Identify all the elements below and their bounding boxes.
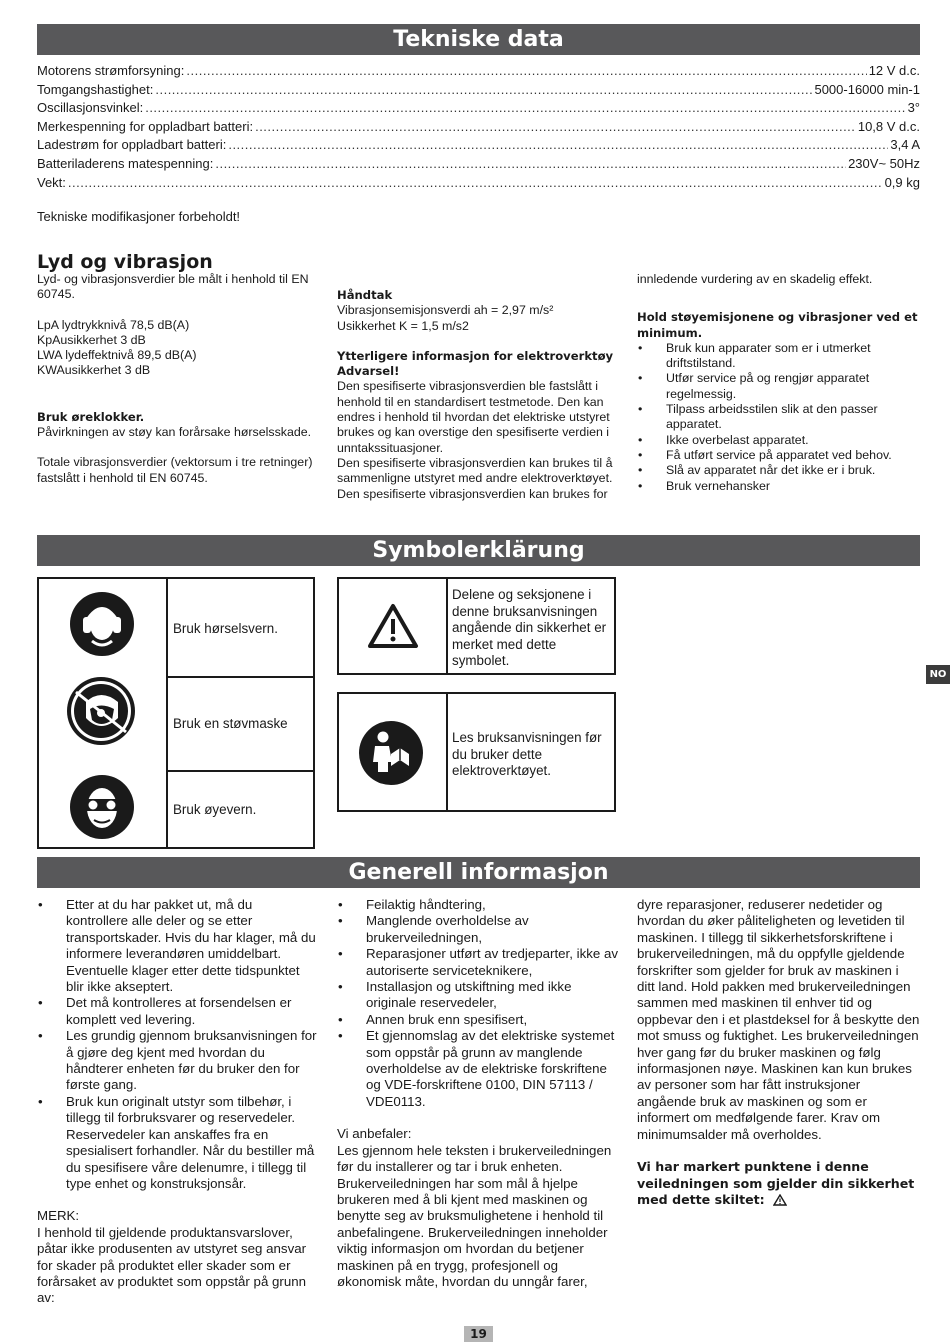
total-vibration: Totale vibrasjonsverdier (vektorsum i tre retninger) fastslått i henhold til EN 60745.: [37, 455, 313, 485]
warning-triangle-icon: [367, 603, 419, 649]
language-badge: NO: [926, 665, 950, 684]
handle-line: Usikkerhet K = 1,5 m/s2: [337, 318, 469, 333]
bullet-item: • Bruk kun originalt utstyr som tilbehør, i tillegg til forbruksvarer og reservedeler. Reservedeler kan anskaffes fra en spesialisert forhandler. Når du bestiller må du spesifisere våre delenumre, i tillegg til type enhet og konstruksjonsår.: [37, 1094, 317, 1192]
symbol-label: Bruk hørselsvern.: [173, 621, 278, 636]
section-header-symbols: [37, 535, 920, 566]
sound-col-3: [637, 272, 920, 494]
symbol-label: Delene og seksjonene i denne bruksanvisningen angående din sikkerhet er merket med dette symbolet.: [452, 587, 607, 668]
ear-protection-icon: [69, 591, 135, 657]
bullet-item: • Les grundig gjennom bruksanvisningen for å gjøre deg kjent med hvordan du håndterer enheten før du bruker den for første gang.: [37, 1028, 317, 1094]
general-col-3: [637, 897, 920, 1210]
sound-bullet-list: [637, 341, 920, 494]
general-bullet-list-2: [337, 897, 620, 1110]
bullet-item: • Feilaktig håndtering,: [337, 897, 620, 913]
sound-col-1: [37, 272, 322, 486]
vibration-para-3: Den spesifiserte vibrasjonsverdien kan brukes for: [337, 486, 608, 501]
general-text: dyre reparasjoner, reduserer nedetider og hvordan du øker påliteligheten og levetiden til maskinen. I tillegg til sikkerhetsforskriftene i brukerveiledningen, må du oppfylle gjeldende forskrifter som gjelder for bruk av maskinen i ditt land. Hold pakken med brukerveiledningen sammen med maskinen til enhver tid og oppbevar den i et plastdeksel for å beskytte den mot smuss og fuktighet. Les brukerveiledningen hver gang før du bruker maskinen og følg informasjonen nøye. Maskinen kan kun brukes av personer som har fått instruksjoner angående bruk av maskinen og som er informert om medfølgende farer. Krav om minimumsalder må overholdes.: [637, 897, 920, 1142]
warning-triangle-icon: [773, 1194, 787, 1210]
ear-title: Bruk øreklokker.: [37, 409, 145, 424]
section-title: Symbolerklärung: [372, 538, 585, 563]
bullet-item: • Tilpass arbeidsstilen slik at den passer apparatet.: [637, 402, 920, 433]
section-title: Generell informasjon: [348, 860, 609, 885]
note-text: I henhold til gjeldende produktansvarslover, påtar ikke produsenten av utstyret seg ansvar for skader på produktet eller skader som er forårsaket av produktet som oppstår på grunn av:: [37, 1224, 307, 1306]
symbol-label: Les bruksanvisningen før du bruker dette elektroverktøyet.: [452, 730, 602, 778]
symbol-table-right-manual: [337, 692, 616, 812]
spec-label: Merkespenning for oppladbart batteri:: [37, 118, 254, 134]
symbol-table-right-warning: [337, 577, 616, 675]
spec-value: 3,4 A: [890, 137, 920, 153]
symbol-label: Bruk øyevern.: [173, 802, 257, 817]
warning-label: Advarsel!: [337, 364, 400, 379]
page-number: 19: [464, 1326, 493, 1342]
leader-dots: [215, 155, 846, 174]
sound-continuation: innledende vurdering av en skadelig effekt.: [637, 272, 873, 286]
spec-row: [37, 99, 920, 118]
sound-intro: Lyd- og vibrasjonsverdier ble målt i henhold til EN 60745.: [37, 272, 309, 302]
bullet-item: • Reparasjoner utført av tredjeparter, ikke av autoriserte serviceteknikere,: [337, 946, 620, 979]
sound-line: LpA lydtrykknivå 78,5 dB(A): [37, 317, 190, 332]
bullet-item: • Det må kontrolleres at forsendelsen er komplett ved levering.: [37, 995, 317, 1028]
bullet-item: • Manglende overholdelse av brukerveiledningen,: [337, 913, 620, 946]
leader-dots: [228, 136, 888, 155]
leader-dots: [186, 62, 866, 81]
bullet-item: • Slå av apparatet når det ikke er i bruk.: [637, 463, 920, 478]
keep-minimum-title: Hold støyemisjonene og vibrasjoner ved et minimum.: [637, 310, 918, 340]
recommend-title: Vi anbefaler:: [337, 1126, 412, 1142]
dust-mask-icon: [66, 676, 136, 746]
spec-label: Ladestrøm for oppladbart batteri:: [37, 137, 227, 153]
spec-row: [37, 155, 920, 174]
safety-marking-note: [637, 1159, 920, 1210]
bullet-item: • Utfør service på og rengjør apparatet regelmessig.: [637, 371, 920, 402]
sound-line: KpAusikkerhet 3 dB: [37, 332, 146, 347]
spec-value: 5000-16000 min-1: [814, 81, 920, 97]
vibration-para-2: Den spesifiserte vibrasjonsverdien kan brukes til å sammenligne utstyret med andre elektroverktøyet.: [337, 455, 613, 486]
spec-row: [37, 81, 920, 100]
sound-col-2: [337, 288, 617, 502]
bullet-item: • Bruk kun apparater som er i utmerket driftstilstand.: [637, 341, 920, 372]
bullet-item: • Ikke overbelast apparatet.: [637, 433, 920, 448]
vibration-para-1: Den spesifiserte vibrasjonsverdien ble fastslått i henhold til en standardisert testmetode. Den kan endres i henhold til hvordan det elektriske utstyret brukes og kan overstige den spesifiserte verdien i unntakssituasjoner.: [337, 379, 610, 455]
leader-dots: [155, 81, 812, 100]
spec-value: 10,8 V d.c.: [857, 118, 920, 134]
spec-label: Tomgangshastighet:: [37, 81, 154, 97]
handle-line: Vibrasjonsemisjonsverdi ah = 2,97 m/s²: [337, 303, 554, 318]
ear-text: Påvirkningen av støy kan forårsake hørselsskade.: [37, 425, 312, 440]
spec-value: 3°: [907, 100, 920, 116]
spec-label: Oscillasjonsvinkel:: [37, 100, 144, 116]
bullet-item: • Etter at du har pakket ut, må du kontrollere alle deler og se etter transportskader. Hvis du har klager, må du informere leverandøren umiddelbart. Eventuelle klager etter dette tidspunktet blir ikke akseptert.: [37, 897, 317, 995]
general-bullet-list-1: [37, 897, 317, 1192]
leader-dots: [68, 174, 883, 193]
handle-title: Håndtak: [337, 288, 393, 302]
spec-label: Batteriladerens matespenning:: [37, 155, 214, 171]
bullet-item: • Få utført service på apparatet ved behov.: [637, 448, 920, 463]
sound-line: LWA lydeffektnivå 89,5 dB(A): [37, 348, 197, 363]
spec-row: [37, 118, 920, 137]
safety-goggles-icon: [69, 774, 135, 840]
spec-row: [37, 62, 920, 81]
general-col-2: [337, 897, 620, 1290]
tech-note: Tekniske modifikasjoner forbeholdt!: [37, 209, 241, 224]
note-title: MERK:: [37, 1208, 80, 1224]
recommend-text: Les gjennom hele teksten i brukerveiledningen før du installerer og tar i bruk enheten. Brukerveiledningen har som mål å hjelpe brukeren med å bli kjent med maskinen og benytte seg av bruksmulighetene i henhold til anbefalingene. Brukerveiledningen inneholder viktig informasjon om hvordan du betjener maskinen på en trygg, profesjonell og økonomisk måte, hvordan du unngår farer,: [337, 1142, 612, 1289]
leader-dots: [255, 118, 856, 137]
read-manual-icon: [358, 720, 424, 786]
bullet-item: • Annen bruk enn spesifisert,: [337, 1012, 620, 1028]
general-col-1: [37, 897, 317, 1307]
section-title: Tekniske data: [393, 27, 564, 52]
spec-value: 230V~ 50Hz: [848, 155, 920, 171]
spec-list: [37, 62, 920, 192]
section-header-general: [37, 857, 920, 888]
leader-dots: [145, 99, 905, 118]
bullet-item: • Bruk vernehansker: [637, 479, 920, 494]
spec-row: [37, 174, 920, 193]
bullet-item: • Installasjon og utskiftning med ikke originale reservedeler,: [337, 979, 620, 1012]
spec-label: Motorens strømforsyning:: [37, 63, 185, 78]
sound-heading: Lyd og vibrasjon: [37, 251, 213, 273]
symbol-label: Bruk en støvmaske: [173, 716, 288, 731]
sound-line: KWAusikkerhet 3 dB: [37, 363, 151, 378]
spec-row: [37, 136, 920, 155]
safety-marking-text: Vi har markert punktene i denne veiledningen som gjelder din sikkerhet med dette skiltet:: [637, 1159, 915, 1207]
spec-label: Vekt:: [37, 174, 66, 190]
spec-value: 12 V d.c.: [868, 63, 920, 78]
bullet-item: • Et gjennomslag av det elektriske systemet som oppstår på grunn av manglende overholdelse av de elektriske forskriftene og VDE-forskriftene 0100, DIN 57113 / VDE0113.: [337, 1028, 620, 1110]
more-info-title: Ytterligere informasjon for elektroverktøy: [337, 348, 614, 363]
spec-value: 0,9 kg: [884, 174, 920, 190]
symbol-table-left: [37, 577, 315, 849]
section-header-tekniske-data: [37, 24, 920, 55]
